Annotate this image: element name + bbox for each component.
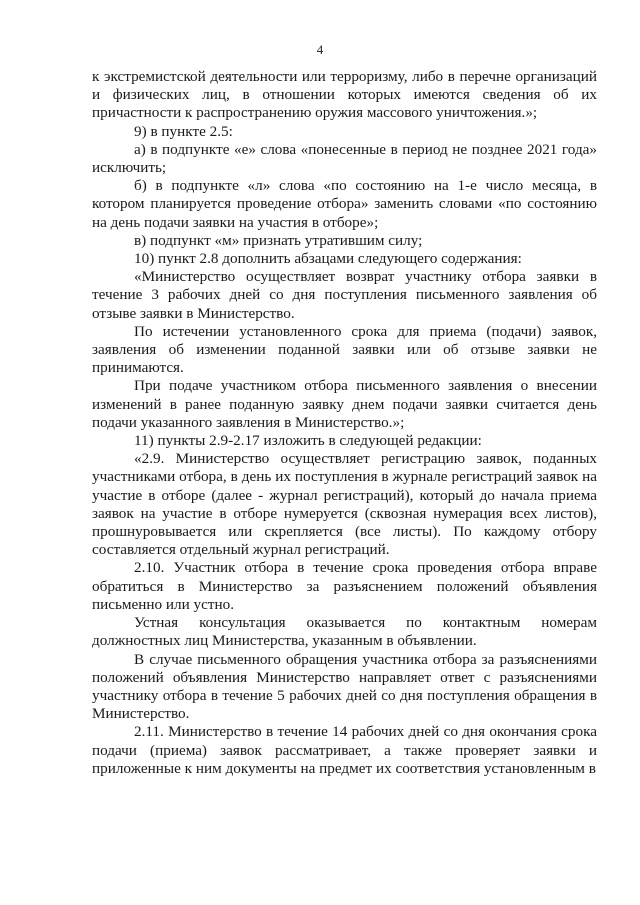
- paragraph: В случае письменного обращения участника отбора за разъяснениями положений объявления Министерство направляет ответ с разъяснениями участнику отбора в течение 5 рабочих дней со дня поступления обращения в Министерство.: [92, 650, 597, 723]
- paragraph: в) подпункт «м» признать утратившим силу;: [134, 231, 423, 249]
- paragraph: а) в подпункте «е» слова «понесенные в период не позднее 2021 года» исключить;: [92, 140, 597, 177]
- paragraph: 10) пункт 2.8 дополнить абзацами следующего содержания:: [134, 250, 522, 268]
- paragraph: «2.9. Министерство осуществляет регистрацию заявок, поданных участниками отбора, в день их поступления в журнале регистраций заявок на участие в отборе (далее - журнал регистраций), который до начала приема заявок на участие в отборе нумеруется (сквозная нумерация всех листов), прошнуровывается или скрепляется (все листы). По каждому отбору составляется отдельный журнал регистраций.: [92, 450, 597, 559]
- paragraph: б) в подпункте «л» слова «по состоянию на 1-е число месяца, в котором планируется проведение отбора» заменить словами «по состоянию на день подачи заявки на участия в отборе»;: [92, 177, 597, 231]
- paragraph: «Министерство осуществляет возврат участнику отбора заявки в течение 3 рабочих дней со дня поступления письменного заявления об отзыве заявки в Министерство.: [92, 268, 597, 322]
- paragraph: 9) в пункте 2.5:: [134, 122, 233, 140]
- paragraph: 2.10. Участник отбора в течение срока проведения отбора вправе обратиться в Министерство за разъяснением положений объявления письменно или устно.: [92, 559, 597, 613]
- page-number: 4: [316, 42, 324, 57]
- paragraph: По истечении установленного срока для приема (подачи) заявок, заявления об изменении поданной заявки или об отзыве заявки не принимаются.: [92, 322, 597, 377]
- paragraph: 2.11. Министерство в течение 14 рабочих дней со дня окончания срока подачи (приема) заявок рассматривает, а также проверяет заявки и приложенные к ним документы на предмет их соответствия установленным в: [92, 723, 597, 777]
- paragraph: к экстремистской деятельности или терроризму, либо в перечне организаций и физических лиц, в отношении которых имеются сведения об их причастности к распространению оружия массового уничтожения.»;: [92, 68, 597, 122]
- document-body: [92, 68, 597, 778]
- paragraph: При подаче участником отбора письменного заявления о внесении изменений в ранее поданную заявку днем подачи заявки считается день подачи указанного заявления в Министерство.»;: [92, 377, 597, 431]
- paragraph: Устная консультация оказывается по контактным номерам должностных лиц Министерства, указанным в объявлении.: [92, 614, 597, 650]
- paragraph: 11) пункты 2.9-2.17 изложить в следующей редакции:: [134, 432, 482, 450]
